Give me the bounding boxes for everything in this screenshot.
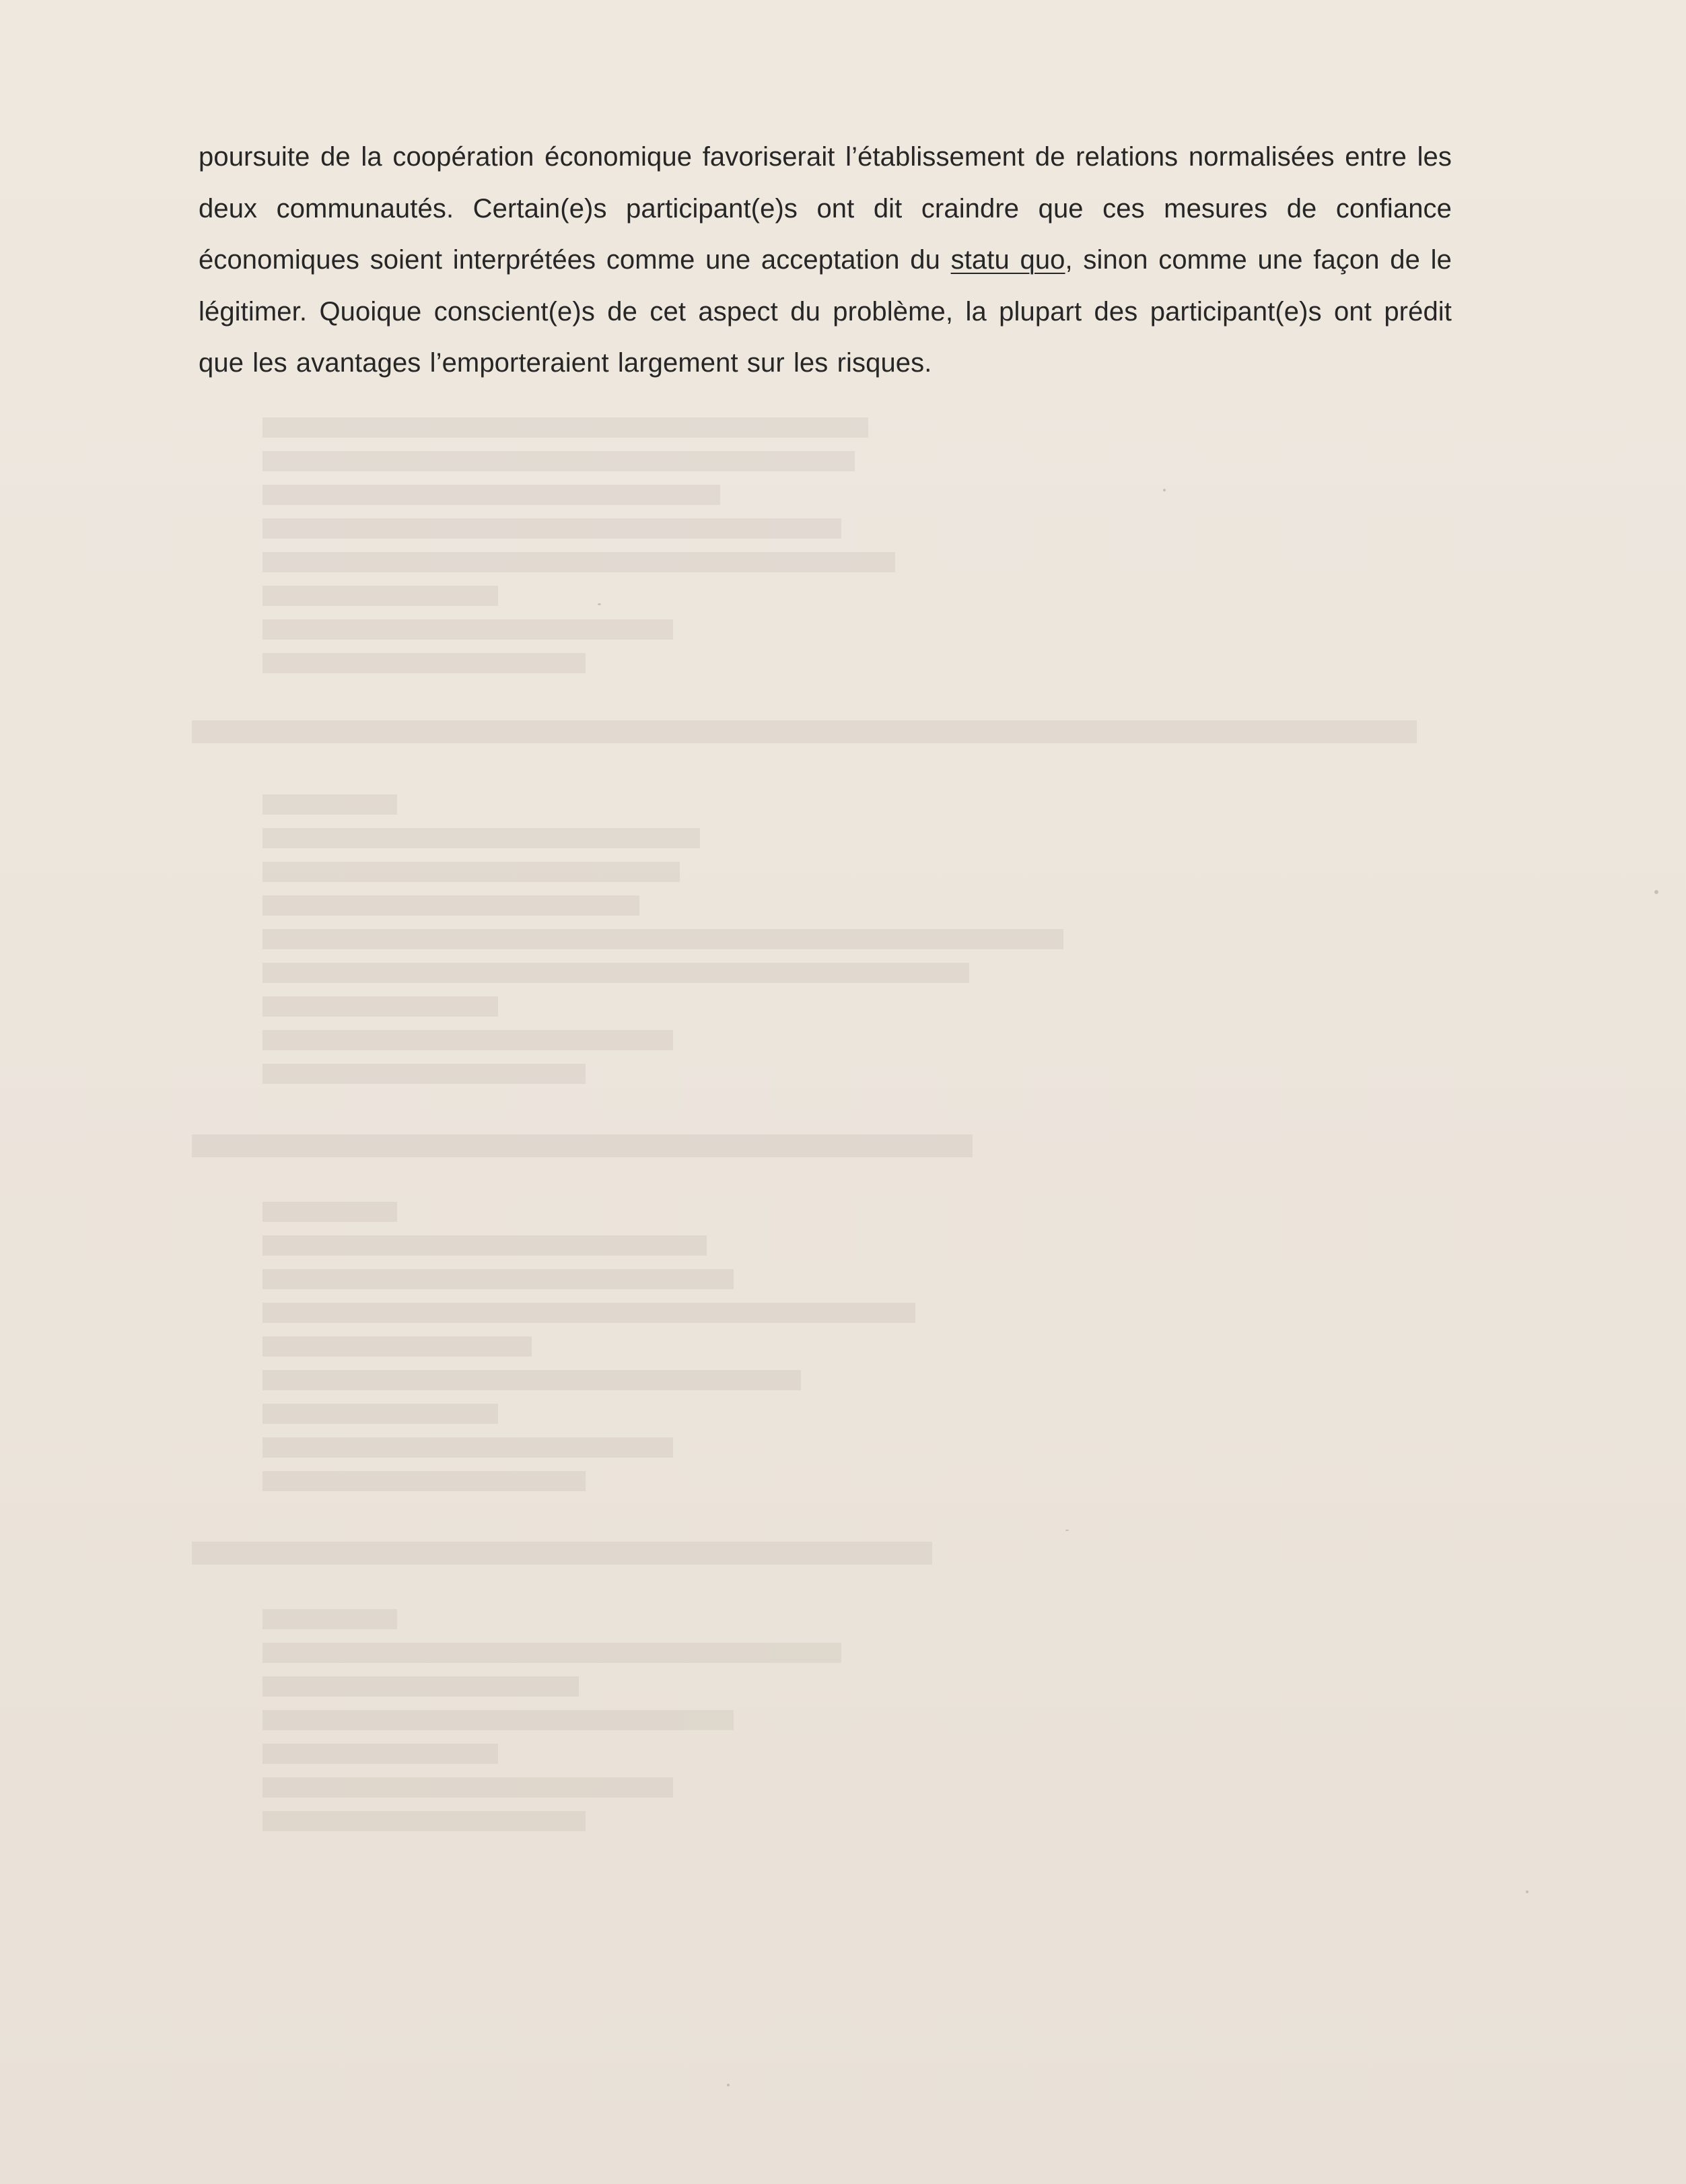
paragraph-text-end: , sinon comme une façon de le légitimer. Quoique conscient(e)s de cet aspect du problème, la plupart des participant(e)s ont prédit que les avantages l’emporteraient largement sur les risques. [199,245,1452,378]
paper-speck [1065,1530,1069,1531]
paper-speck [598,603,601,605]
underlined-phrase: statu quo [950,245,1065,275]
paper-speck [727,2084,730,2086]
paper-speck [1163,489,1166,491]
body-paragraph [199,131,1452,389]
paragraph-text-start: poursuite de la coopération économique favoriserait l’établissement de relations normalisées entre les deux communautés. Certain(e)s participant(e)s ont dit craindre que ces mesures de confiance économiques soient interprétées comme une acceptation du [199,142,1452,275]
paper-speck [1526,1890,1529,1893]
paper-speck [1654,890,1658,894]
